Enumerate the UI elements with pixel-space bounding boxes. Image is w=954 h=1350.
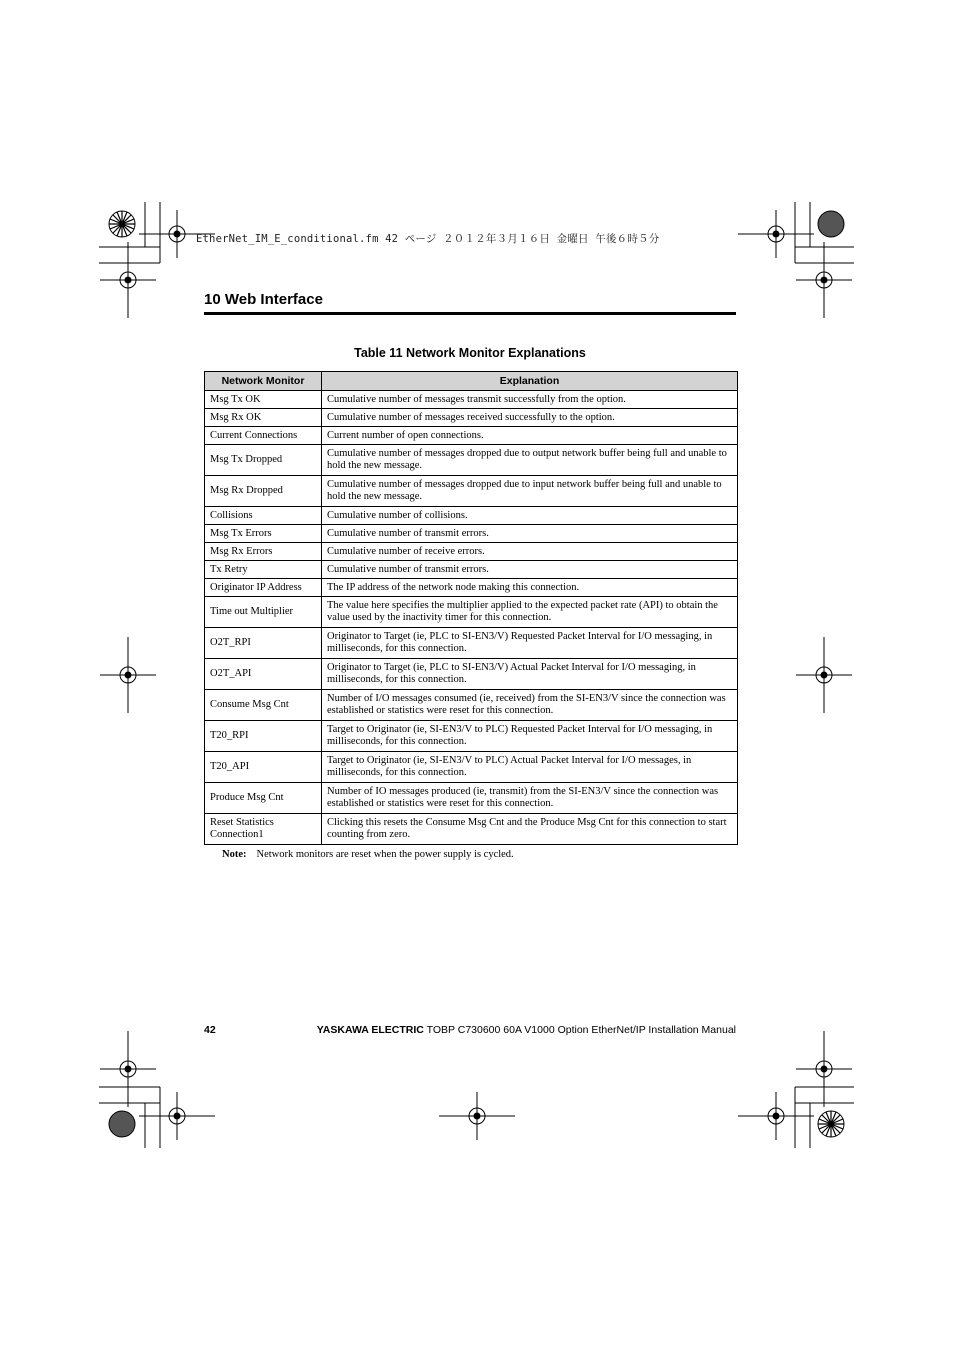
explanation-cell: Cumulative number of messages transmit successfully from the option. xyxy=(322,391,738,409)
explanation-cell: Cumulative number of messages received successfully to the option. xyxy=(322,409,738,427)
monitor-cell: Current Connections xyxy=(205,427,322,445)
table-row xyxy=(205,543,738,561)
table-row xyxy=(205,409,738,427)
table-row xyxy=(205,752,738,783)
table-row xyxy=(205,783,738,814)
table-row xyxy=(205,525,738,543)
note-label: Note: xyxy=(222,849,247,860)
explanation-cell: The IP address of the network node making this connection. xyxy=(322,579,738,597)
monitor-cell: Originator IP Address xyxy=(205,579,322,597)
table-row xyxy=(205,579,738,597)
explanation-cell: Target to Originator (ie, SI-EN3/V to PLC) Requested Packet Interval for I/O messaging, in milliseconds, for this connection. xyxy=(322,721,738,752)
explanation-cell: Number of IO messages produced (ie, transmit) from the SI-EN3/V since the connection was established or statistics were reset for this connection. xyxy=(322,783,738,814)
explanation-cell: Originator to Target (ie, PLC to SI-EN3/V) Actual Packet Interval for I/O messaging, in milliseconds, for this connection. xyxy=(322,659,738,690)
table-row xyxy=(205,628,738,659)
column-header-explanation: Explanation xyxy=(322,372,738,391)
monitor-cell: Consume Msg Cnt xyxy=(205,690,322,721)
footer-manual: TOBP C730600 60A V1000 Option EtherNet/IP Installation Manual xyxy=(423,1024,736,1036)
table-row xyxy=(205,445,738,476)
footer-brand: YASKAWA ELECTRIC xyxy=(316,1024,424,1036)
monitor-cell: O2T_API xyxy=(205,659,322,690)
explanation-cell: Originator to Target (ie, PLC to SI-EN3/V) Requested Packet Interval for I/O messaging, in milliseconds, for this connection. xyxy=(322,628,738,659)
explanation-cell: Cumulative number of transmit errors. xyxy=(322,561,738,579)
explanation-cell: Current number of open connections. xyxy=(322,427,738,445)
explanation-cell: The value here specifies the multiplier applied to the expected packet rate (API) to obtain the value used by the inactivity timer for this connection. xyxy=(322,597,738,628)
monitor-cell: Collisions xyxy=(205,507,322,525)
explanation-cell: Cumulative number of receive errors. xyxy=(322,543,738,561)
table-row xyxy=(205,427,738,445)
monitor-cell: Msg Tx OK xyxy=(205,391,322,409)
note-text: Network monitors are reset when the power supply is cycled. xyxy=(256,849,514,860)
monitor-cell: Msg Rx Errors xyxy=(205,543,322,561)
explanation-cell: Cumulative number of collisions. xyxy=(322,507,738,525)
monitor-cell: Msg Rx Dropped xyxy=(205,476,322,507)
column-header-monitor: Network Monitor xyxy=(205,372,322,391)
monitor-cell: Tx Retry xyxy=(205,561,322,579)
monitor-cell: Msg Tx Dropped xyxy=(205,445,322,476)
explanation-cell: Cumulative number of messages dropped due to output network buffer being full and unable to hold the new message. xyxy=(322,445,738,476)
note xyxy=(222,849,514,860)
print-header: EtherNet_IM_E_conditional.fm 42 ページ ２０１２年３月１６日 金曜日 午後６時５分 xyxy=(196,233,660,245)
monitor-cell: T20_RPI xyxy=(205,721,322,752)
section-rule xyxy=(204,312,736,315)
explanation-cell: Cumulative number of messages dropped due to input network buffer being full and unable to hold the new message. xyxy=(322,476,738,507)
table-header-row xyxy=(205,372,738,391)
monitor-cell: Msg Tx Errors xyxy=(205,525,322,543)
page-number: 42 xyxy=(204,1024,216,1036)
explanation-cell: Number of I/O messages consumed (ie, received) from the SI-EN3/V since the connection was established or statistics were reset for this connection. xyxy=(322,690,738,721)
table-row xyxy=(205,476,738,507)
table-row xyxy=(205,659,738,690)
monitor-cell: Produce Msg Cnt xyxy=(205,783,322,814)
table-row xyxy=(205,721,738,752)
monitor-cell: Msg Rx OK xyxy=(205,409,322,427)
monitor-cell: T20_API xyxy=(205,752,322,783)
table-title: Table 11 Network Monitor Explanations xyxy=(354,346,586,360)
table-row xyxy=(205,597,738,628)
footer-manual-title xyxy=(317,1024,736,1036)
table-row xyxy=(205,814,738,845)
monitor-cell: O2T_RPI xyxy=(205,628,322,659)
monitor-cell: Time out Multiplier xyxy=(205,597,322,628)
monitor-cell: Reset Statistics Connection1 xyxy=(205,814,322,845)
table-row xyxy=(205,690,738,721)
table-row xyxy=(205,507,738,525)
table-row xyxy=(205,391,738,409)
table-row xyxy=(205,561,738,579)
explanation-cell: Clicking this resets the Consume Msg Cnt and the Produce Msg Cnt for this connection to start counting from zero. xyxy=(322,814,738,845)
explanation-cell: Cumulative number of transmit errors. xyxy=(322,525,738,543)
network-monitor-table xyxy=(204,371,738,845)
explanation-cell: Target to Originator (ie, SI-EN3/V to PLC) Actual Packet Interval for I/O messages, in milliseconds, for this connection. xyxy=(322,752,738,783)
section-title: 10 Web Interface xyxy=(204,291,323,308)
